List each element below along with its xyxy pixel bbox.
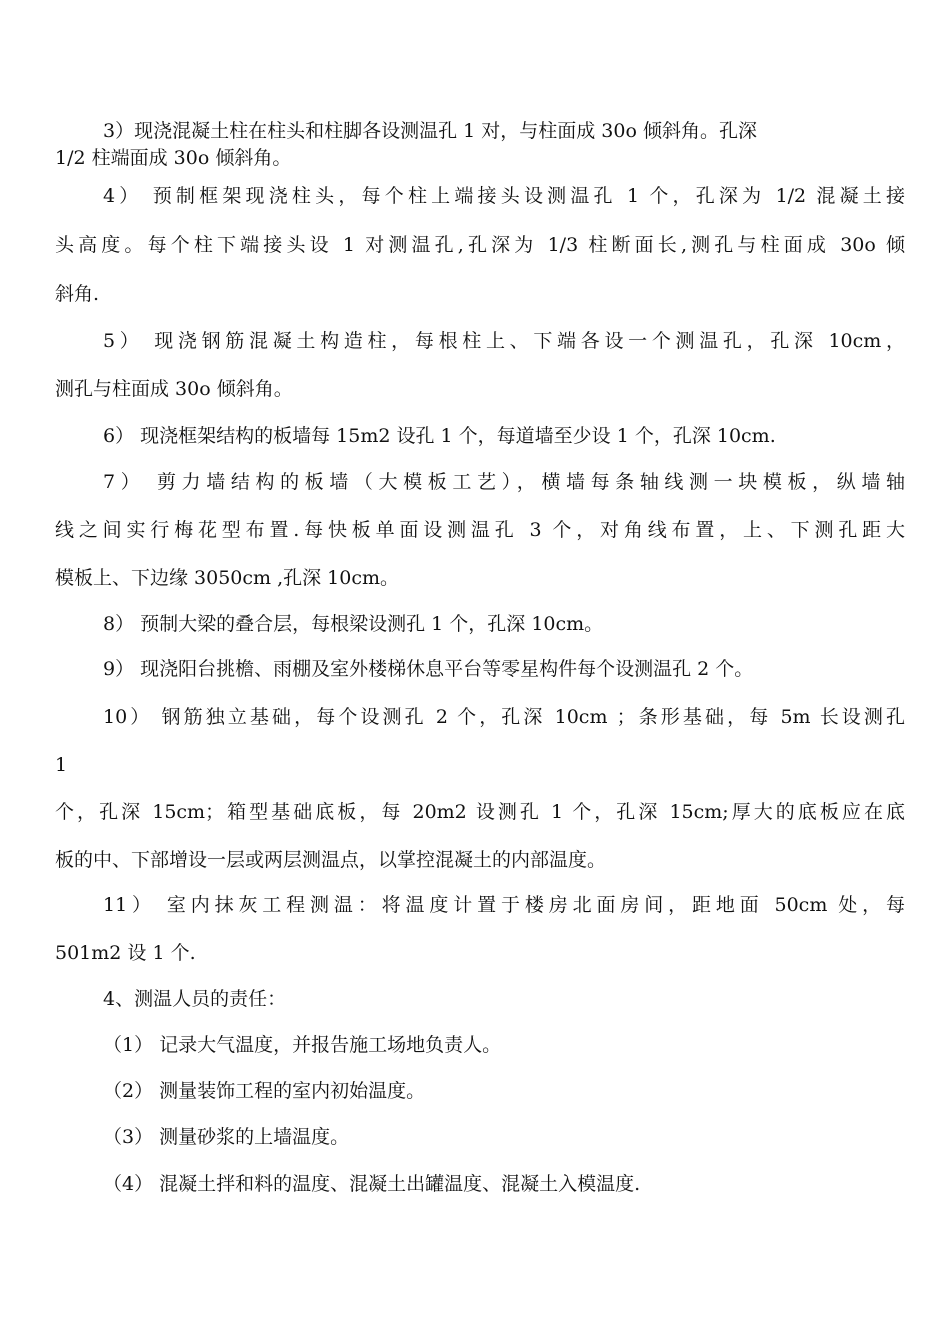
paragraph-line: 线之间实行梅花型布置.每快板单面设测温孔 3 个，对角线布置，上、下测孔距大 [55, 519, 905, 541]
paragraph-line: 8） 预制大梁的叠合层，每根梁设测孔 1 个，孔深 10cm。 [103, 613, 604, 635]
paragraph-line: 模板上、下边缘 3050cm ,孔深 10cm。 [55, 567, 400, 589]
list-item: （4） 混凝土拌和料的温度、混凝土出罐温度、混凝土入模温度. [103, 1173, 641, 1195]
paragraph-line: 10） 钢筋独立基础，每个设测孔 2 个，孔深 10cm ；条形基础，每 5m 长设测孔 [103, 706, 905, 728]
paragraph-line: 头高度。每个柱下端接头设 1 对测温孔,孔深为 1/3 柱断面长,测孔与柱面成 30o 倾 [55, 234, 905, 256]
paragraph-line: 4） 预制框架现浇柱头，每个柱上端接头设测温孔 1 个，孔深为 1/2 混凝土接 [103, 185, 905, 207]
paragraph-line: 3）现浇混凝土柱在柱头和柱脚各设测温孔 1 对，与柱面成 30o 倾斜角。孔深 [103, 120, 757, 142]
paragraph-line: 斜角. [55, 283, 100, 305]
list-item: （3） 测量砂浆的上墙温度。 [103, 1126, 350, 1148]
paragraph-line: 板的中、下部增设一层或两层测温点，以掌控混凝土的内部温度。 [55, 849, 607, 871]
paragraph-line: 个，孔深 15cm；箱型基础底板，每 20m2 设测孔 1 个，孔深 15cm;厚大的底板应在底 [55, 801, 905, 823]
paragraph-line: 1 [55, 754, 68, 776]
list-item: （2） 测量装饰工程的室内初始温度。 [103, 1080, 426, 1102]
paragraph-line: 501m2 设 1 个. [55, 942, 196, 964]
section-heading: 4、测温人员的责任： [103, 988, 287, 1010]
list-item: （1） 记录大气温度，并报告施工场地负责人。 [103, 1034, 502, 1056]
paragraph-line: 6） 现浇框架结构的板墙每 15m2 设孔 1 个，每道墙至少设 1 个，孔深 10cm. [103, 425, 776, 447]
paragraph-line: 测孔与柱面成 30o 倾斜角。 [55, 378, 293, 400]
paragraph-line: 1/2 柱端面成 30o 倾斜角。 [55, 147, 292, 169]
paragraph-line: 7） 剪力墙结构的板墙（大模板工艺），横墙每条轴线测一块模板，纵墙轴 [103, 471, 905, 493]
paragraph-line: 9） 现浇阳台挑檐、雨棚及室外楼梯休息平台等零星构件每个设测温孔 2 个。 [103, 658, 754, 680]
paragraph-line: 5） 现浇钢筋混凝土构造柱，每根柱上、下端各设一个测温孔，孔深 10cm， [103, 330, 905, 352]
paragraph-line: 11） 室内抹灰工程测温：将温度计置于楼房北面房间，距地面 50cm 处，每 [103, 894, 905, 916]
